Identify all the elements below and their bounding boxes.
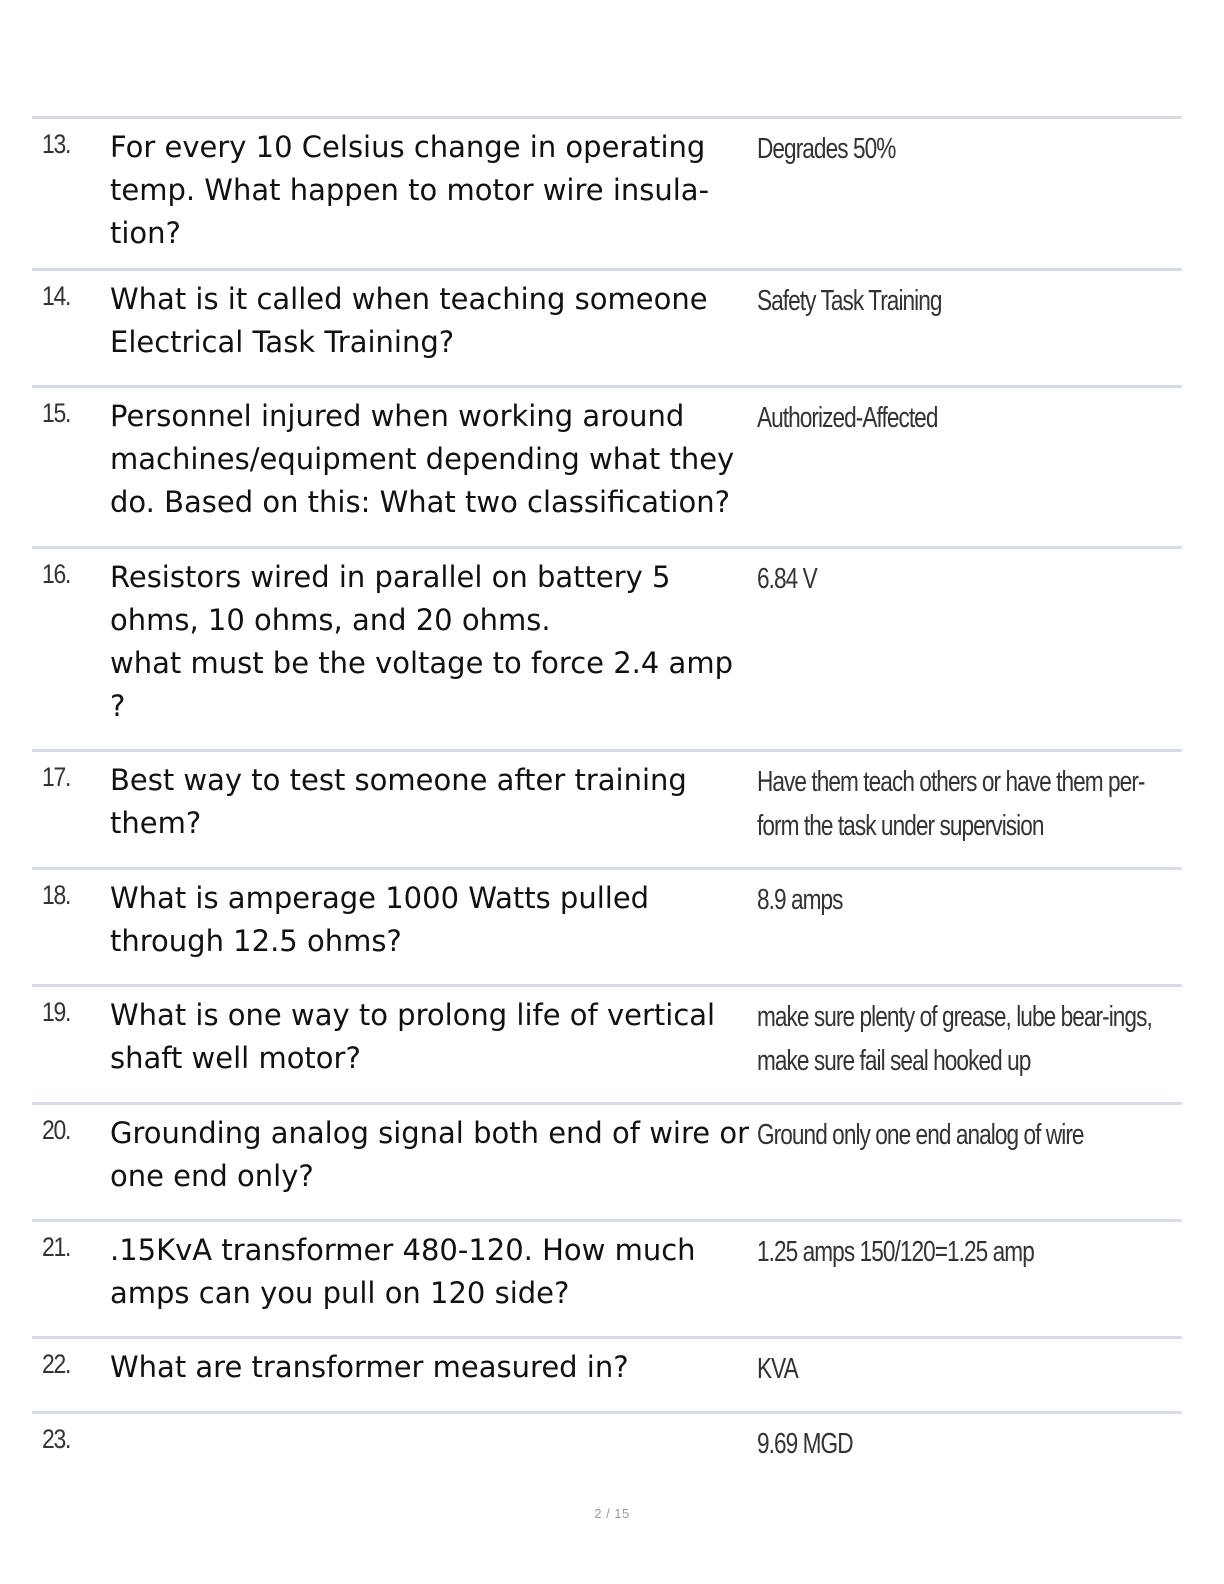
item-number: 17. [42, 762, 71, 792]
table-row [32, 385, 1182, 546]
answer-text: 1.25 amps 150/120=1.25 amp [757, 1236, 1034, 1268]
item-number: 13. [42, 129, 71, 159]
question-text: Personnel injured when working around machines/equipment depending what they do. Based on this: What two classification? [110, 399, 735, 519]
table-row [32, 867, 1182, 984]
page-number: 2 / 15 [594, 1506, 630, 1521]
table-row [32, 1411, 1182, 1486]
item-number: 22. [42, 1349, 71, 1379]
table-row [32, 546, 1182, 749]
question-text: What are transformer measured in? [110, 1350, 629, 1384]
answer-text: KVA [757, 1353, 798, 1385]
answer-text: Ground only one end analog of wire [757, 1119, 1084, 1151]
item-number: 18. [42, 880, 71, 910]
answer-text: Safety Task Training [757, 285, 942, 317]
item-number: 14. [42, 281, 71, 311]
item-number: 19. [42, 997, 71, 1027]
answer-text: make sure plenty of grease, lube bear-ings, make sure fail seal hooked up [757, 1001, 1152, 1077]
qa-table [32, 116, 1182, 1486]
answer-text: Degrades 50% [757, 133, 896, 165]
answer-text: 8.9 amps [757, 884, 843, 916]
table-row [32, 1102, 1182, 1219]
table-row [32, 749, 1182, 867]
answer-text: 9.69 MGD [757, 1428, 853, 1460]
item-number: 21. [42, 1232, 71, 1262]
question-text: Resistors wired in parallel on battery 5 ohms, 10 ohms, and 20 ohms. what must be the voltage to force 2.4 amp ? [110, 560, 733, 723]
question-text: What is one way to prolong life of vertical shaft well motor? [110, 998, 716, 1075]
question-text: .15KvA transformer 480-120. How much amps can you pull on 120 side? [110, 1233, 696, 1310]
question-text: What is amperage 1000 Watts pulled through 12.5 ohms? [110, 881, 650, 958]
item-number: 15. [42, 398, 71, 428]
item-number: 16. [42, 559, 71, 589]
table-row [32, 984, 1182, 1102]
item-number: 23. [42, 1424, 71, 1454]
question-text: What is it called when teaching someone Electrical Task Training? [110, 282, 708, 359]
item-number: 20. [42, 1115, 71, 1145]
answer-text: Authorized-Affected [757, 402, 938, 434]
table-row [32, 116, 1182, 268]
table-row [32, 1219, 1182, 1336]
answer-text: Have them teach others or have them per-form the task under supervision [757, 766, 1145, 842]
table-row [32, 268, 1182, 385]
table-row [32, 1336, 1182, 1411]
question-text: Best way to test someone after training them? [110, 763, 687, 840]
question-text: For every 10 Celsius change in operating temp. What happen to motor wire insula- tion? [110, 130, 710, 250]
answer-text: 6.84 V [757, 563, 817, 595]
question-text: Grounding analog signal both end of wire or one end only? [110, 1116, 750, 1193]
